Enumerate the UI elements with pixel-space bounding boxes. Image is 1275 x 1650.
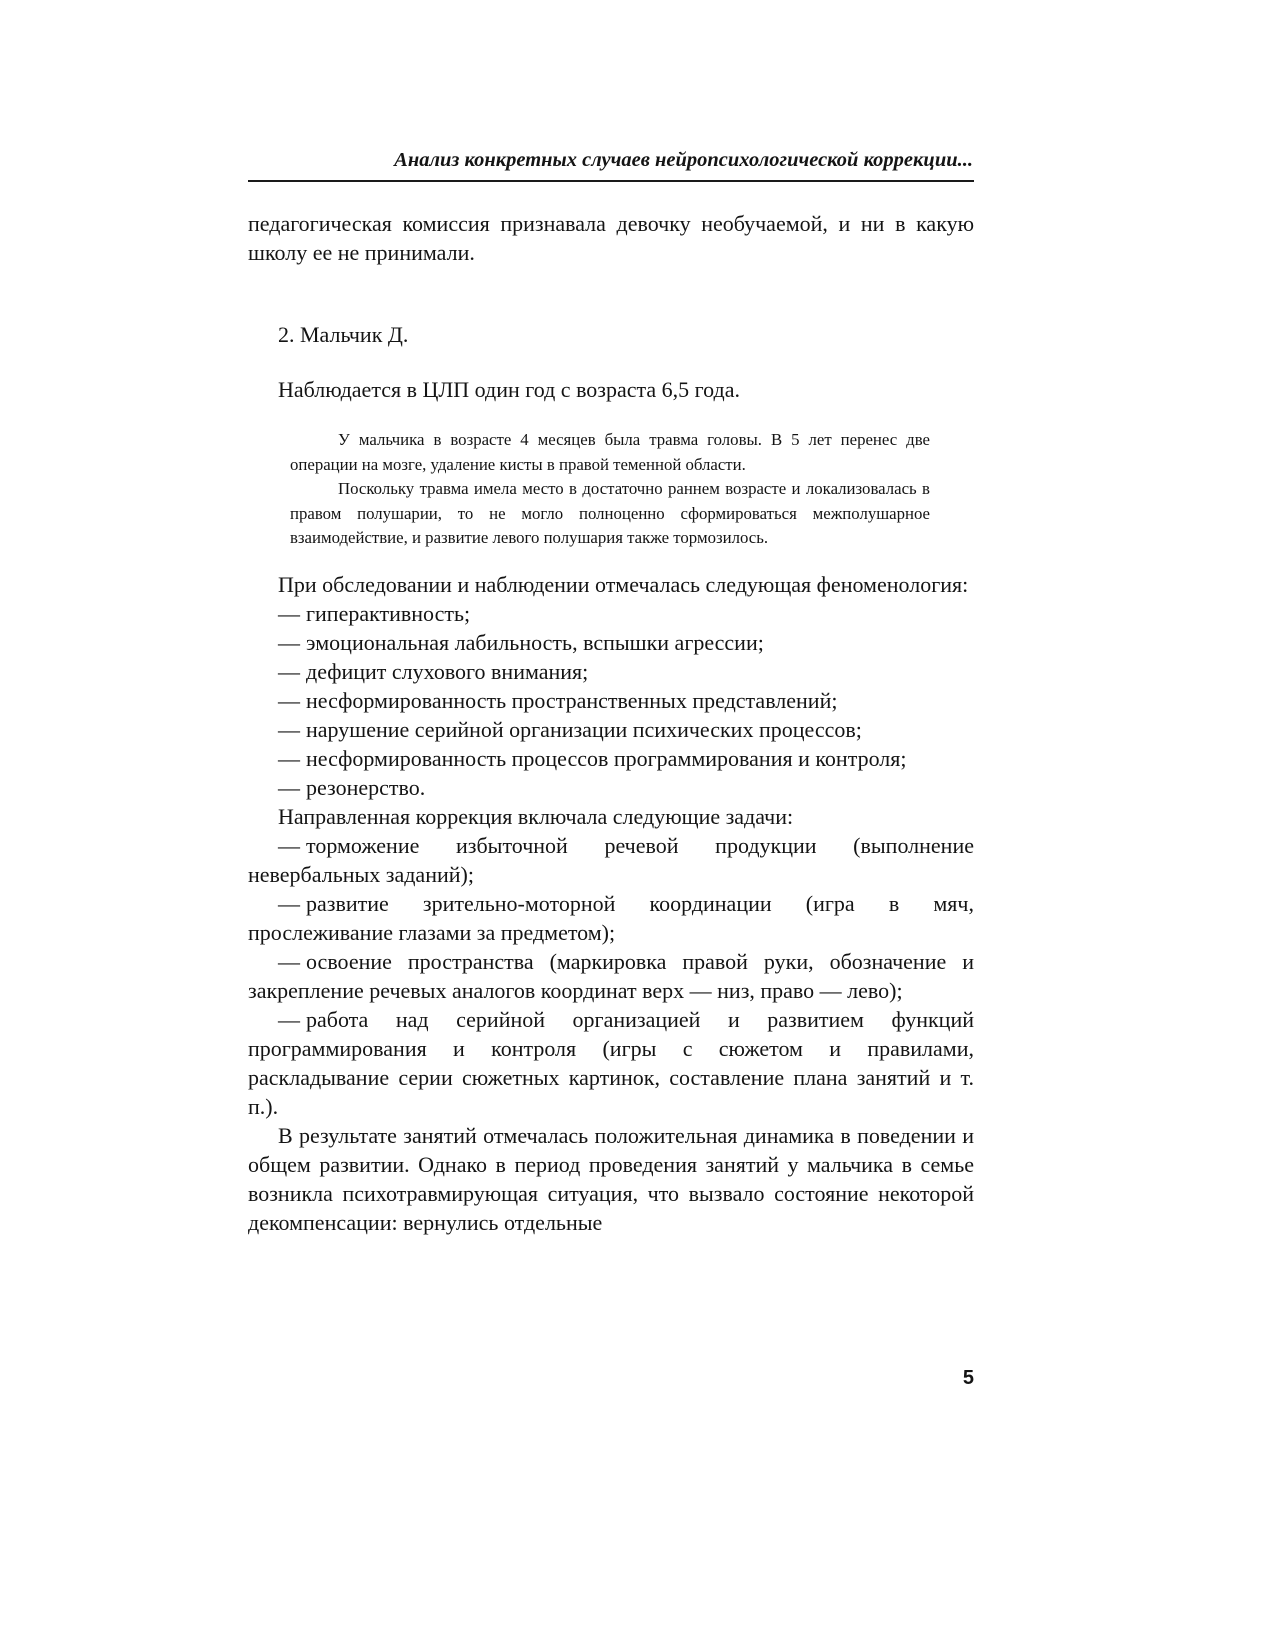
list-item-text: освоение пространства (маркировка правой руки, обозначение и закрепление речевых аналогов координат верх — низ, право — лево); [248,949,974,1003]
list-item [248,947,974,1005]
opening-block [248,209,974,267]
list-item [248,657,974,686]
list-item [248,715,974,744]
list-item [248,1005,974,1121]
dash-glyph: — [278,746,300,771]
dash-glyph: — [278,1007,300,1032]
list-item [248,628,974,657]
result-paragraph: В результате занятий отмечалась положительная динамика в поведении и общем развитии. Однако в период проведения занятий у мальчика в семье возникла психотравмирующая ситуация, что вызвало состояние некоторой декомпенсации: вернулись отдельные [248,1123,974,1235]
list-item [248,773,974,802]
case-note-paragraph: Поскольку травма имела место в достаточно раннем возрасте и локализовалась в правом полушарии, то не могло полноценно сформироваться межполушарное взаимодействие, и развитие левого полушария также тормозилось. [290,479,930,547]
list-item-text: торможение избыточной речевой продукции (выполнение невербальных заданий); [248,833,974,887]
examination-intro: При обследовании и наблюдении отмечалась следующая феноменология: [278,572,969,597]
list-item [248,599,974,628]
observation-block [248,375,974,404]
list-item [248,744,974,773]
dash-glyph: — [278,659,300,684]
list-item-text: развитие зрительно-моторной координации (игра в мяч, прослеживание глазами за предметом); [248,891,974,945]
case-note [290,428,930,551]
symptom-list [248,599,974,802]
opening-paragraph: педагогическая комиссия признавала девочку необучаемой, и ни в какую школу ее не принимали. [248,211,974,265]
case-heading-block [248,320,974,349]
dash-glyph: — [278,601,300,626]
list-item-text: нарушение серийной организации психических процессов; [306,717,862,742]
dash-glyph: — [278,775,300,800]
dash-glyph: — [278,949,300,974]
dash-glyph: — [278,891,300,916]
list-item-text: работа над серийной организацией и развитием функций программирования и контроля (игры с сюжетом и правилами, раскладывание серии сюжетных картинок, составление плана занятий и т. п.). [248,1007,974,1119]
list-item [248,889,974,947]
list-item-text: несформированность процессов программирования и контроля; [306,746,907,771]
case-heading: 2. Мальчик Д. [278,322,409,347]
case-note-paragraph: У мальчика в возрасте 4 месяцев была травма головы. В 5 лет перенес две операции на мозге, удаление кисты в правой теменной области. [290,430,930,474]
list-item-text: несформированность пространственных представлений; [306,688,838,713]
list-item-text: гиперактивность; [306,601,471,626]
list-item [248,831,974,889]
list-item [248,686,974,715]
main-text [248,570,974,1237]
list-item-text: эмоциональная лабильность, вспышки агрессии; [306,630,764,655]
dash-glyph: — [278,630,300,655]
list-item-text: дефицит слухового внимания; [306,659,589,684]
list-item-text: резонерство. [306,775,426,800]
running-header: Анализ конкретных случаев нейропсихологической коррекции... [394,149,973,171]
task-list [248,831,974,1121]
header-rule [248,180,974,182]
dash-glyph: — [278,833,300,858]
page-number: 5 [962,1367,974,1389]
correction-intro: Направленная коррекция включала следующие задачи: [278,804,794,829]
dash-glyph: — [278,688,300,713]
observation-line: Наблюдается в ЦЛП один год с возраста 6,5 года. [278,377,740,402]
dash-glyph: — [278,717,300,742]
